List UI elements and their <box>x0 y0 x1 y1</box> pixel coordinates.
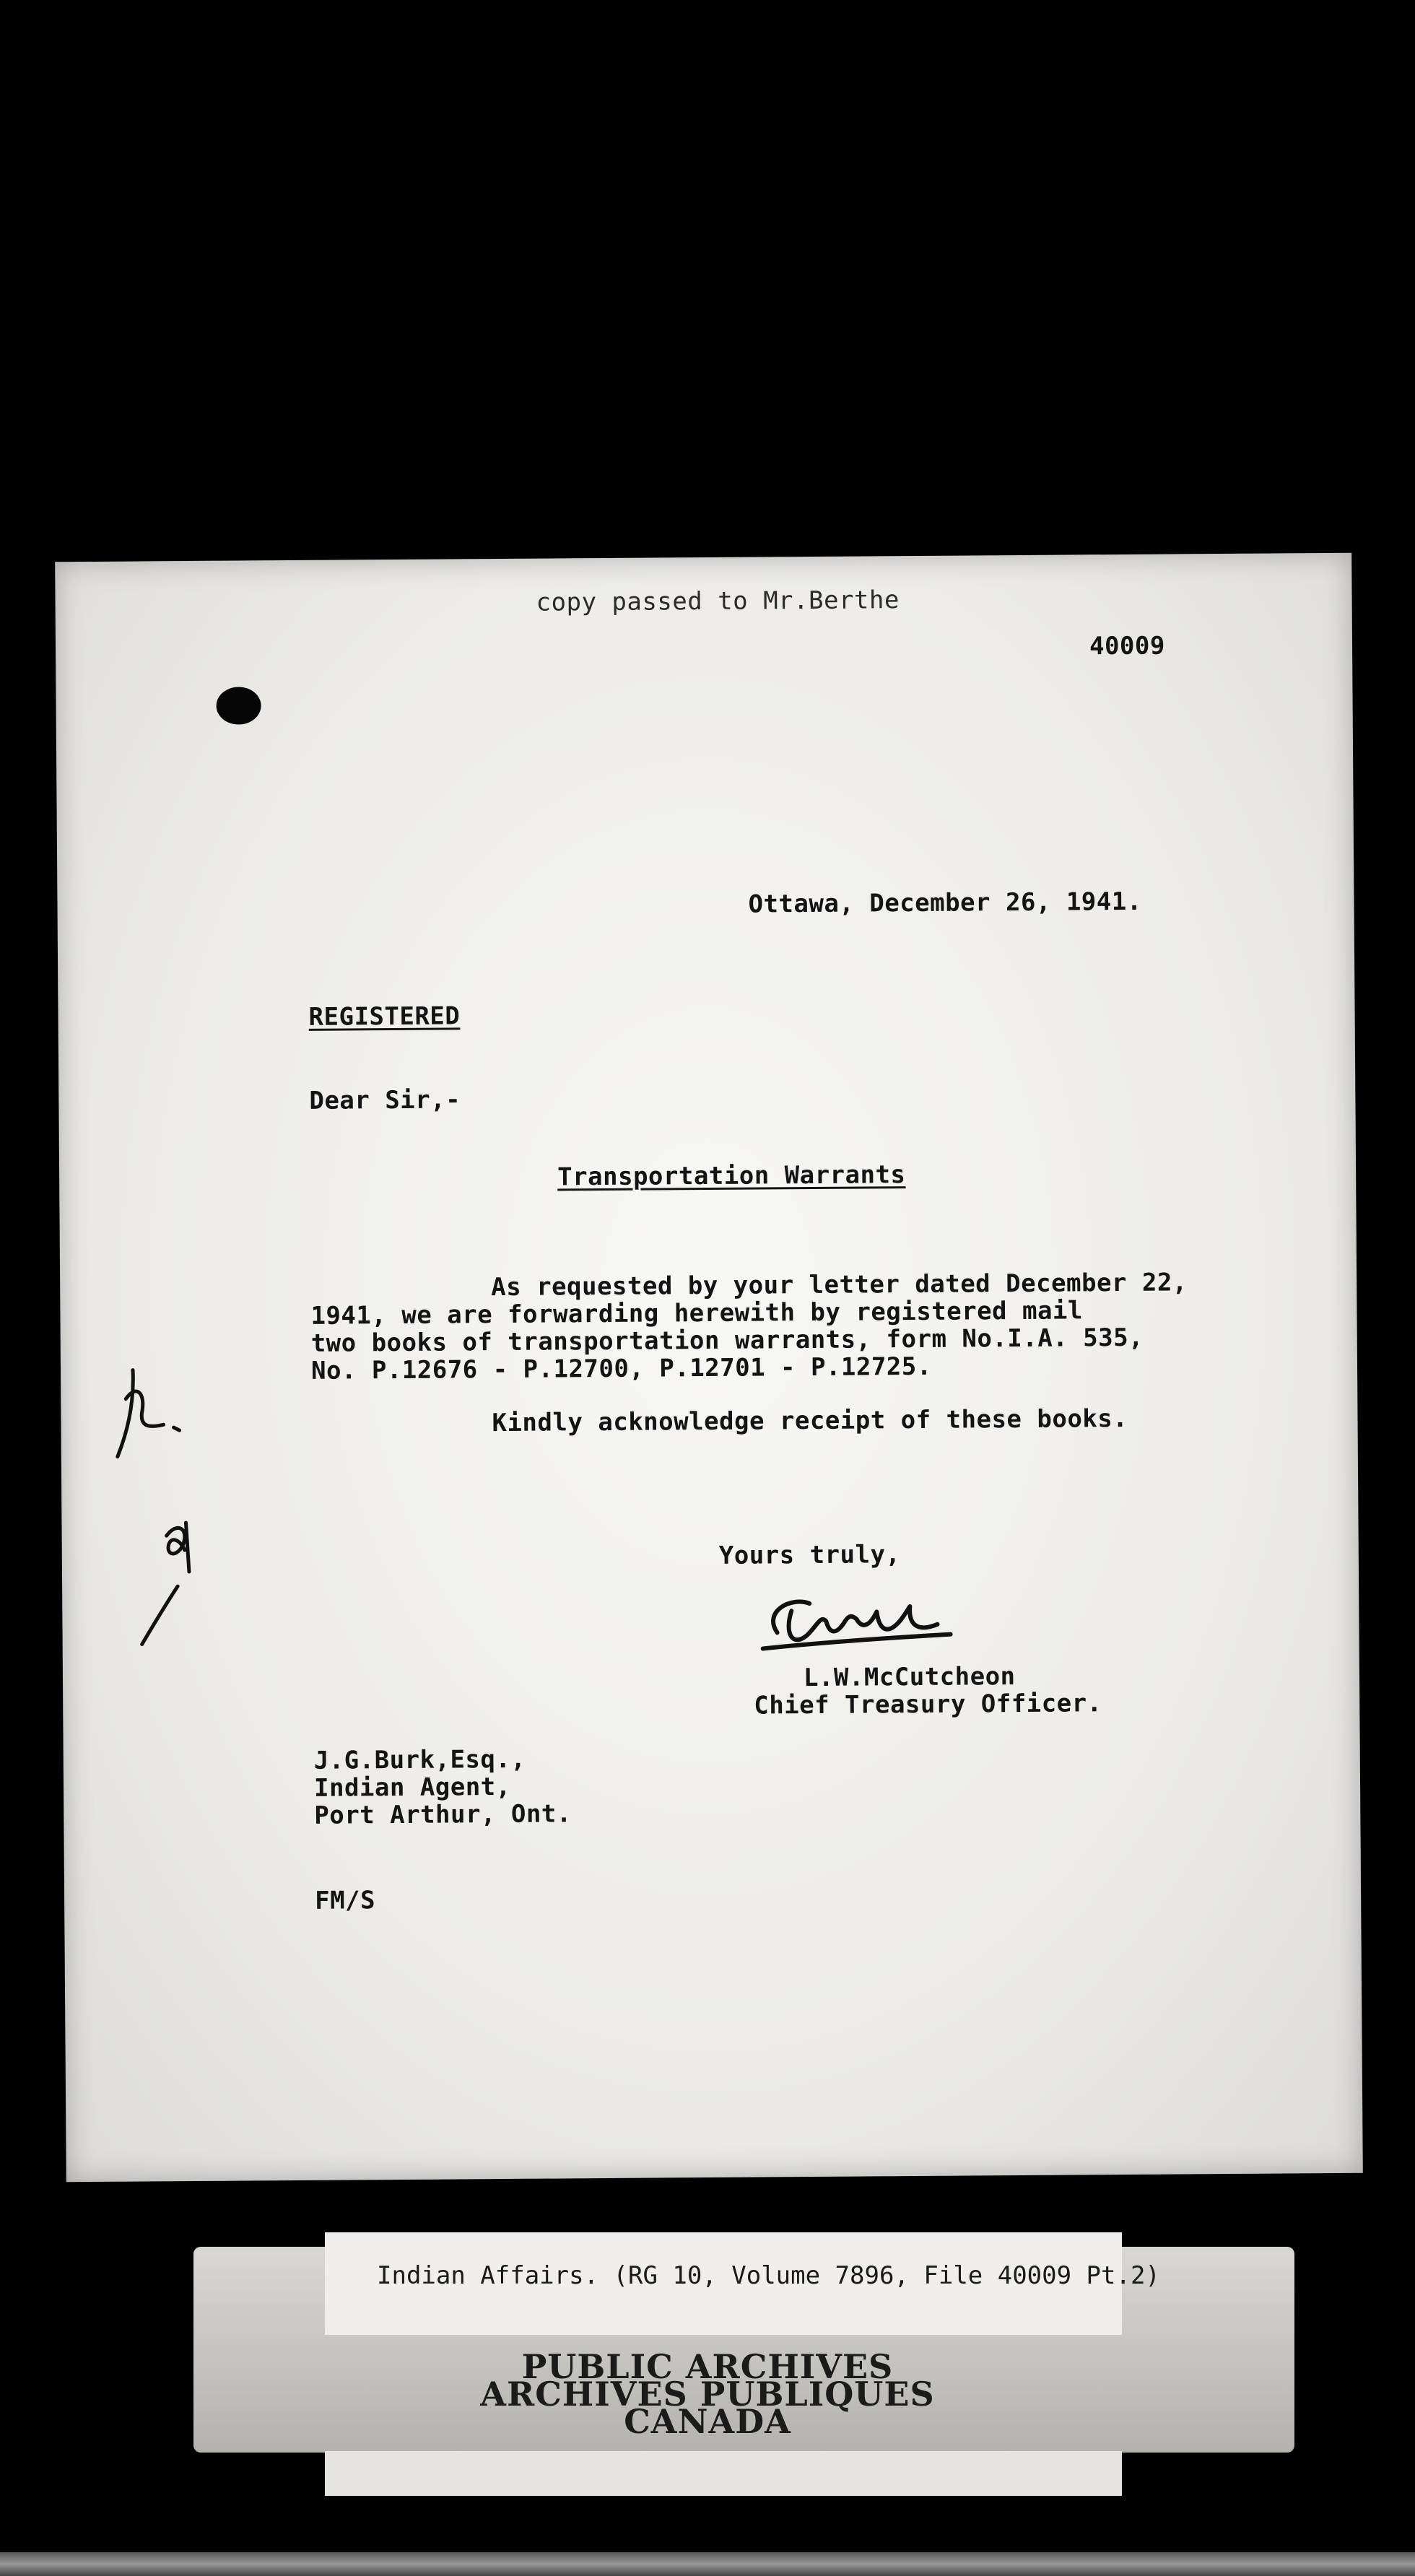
closing: Yours truly, <box>718 1540 901 1570</box>
file-number: 40009 <box>1089 631 1166 661</box>
punch-hole-icon <box>216 687 261 724</box>
body-line-1: As requested by your letter dated December 22, <box>491 1268 1188 1302</box>
body-line-3: two books of transportation warrants, form No.I.A. 535, <box>310 1323 1144 1358</box>
addressee-line-1: J.G.Burk,Esq., <box>313 1744 526 1775</box>
body-line-2: 1941, we are forwarding herewith by registered mail <box>310 1296 1084 1331</box>
place-date-line: Ottawa, December 26, 1941. <box>748 887 1142 919</box>
archive-stamp-line-3: CANADA <box>624 2402 791 2441</box>
copy-passed-note: copy passed to Mr.Berthe <box>536 586 900 617</box>
body-line-5: Kindly acknowledge receipt of these books. <box>492 1404 1128 1438</box>
handwritten-initials-icon <box>104 1355 207 1659</box>
archive-stamp-line-2: ARCHIVES PUBLIQUES <box>480 2375 935 2414</box>
registered-heading: REGISTERED <box>308 1001 461 1032</box>
signer-title: Chief Treasury Officer. <box>754 1689 1102 1720</box>
lower-slip <box>325 2451 1122 2496</box>
salutation: Dear Sir,- <box>309 1085 461 1115</box>
archive-reference: Indian Affairs. (RG 10, Volume 7896, File 40009 Pt.2) <box>377 2261 1160 2290</box>
letter-sheet <box>55 553 1363 2182</box>
subject-heading: Transportation Warrants <box>557 1160 906 1192</box>
signer-name: L.W.McCutcheon <box>803 1662 1016 1693</box>
addressee-line-2: Indian Agent, <box>313 1772 511 1803</box>
body-line-4: No. P.12676 - P.12700, P.12701 - P.12725. <box>310 1352 932 1385</box>
typist-initials: FM/S <box>315 1886 376 1915</box>
handwritten-signature-icon <box>748 1581 965 1662</box>
archive-stamp-line-1: PUBLIC ARCHIVES <box>521 2347 894 2386</box>
addressee-line-3: Port Arthur, Ont. <box>314 1799 572 1830</box>
film-edge <box>0 2552 1415 2576</box>
